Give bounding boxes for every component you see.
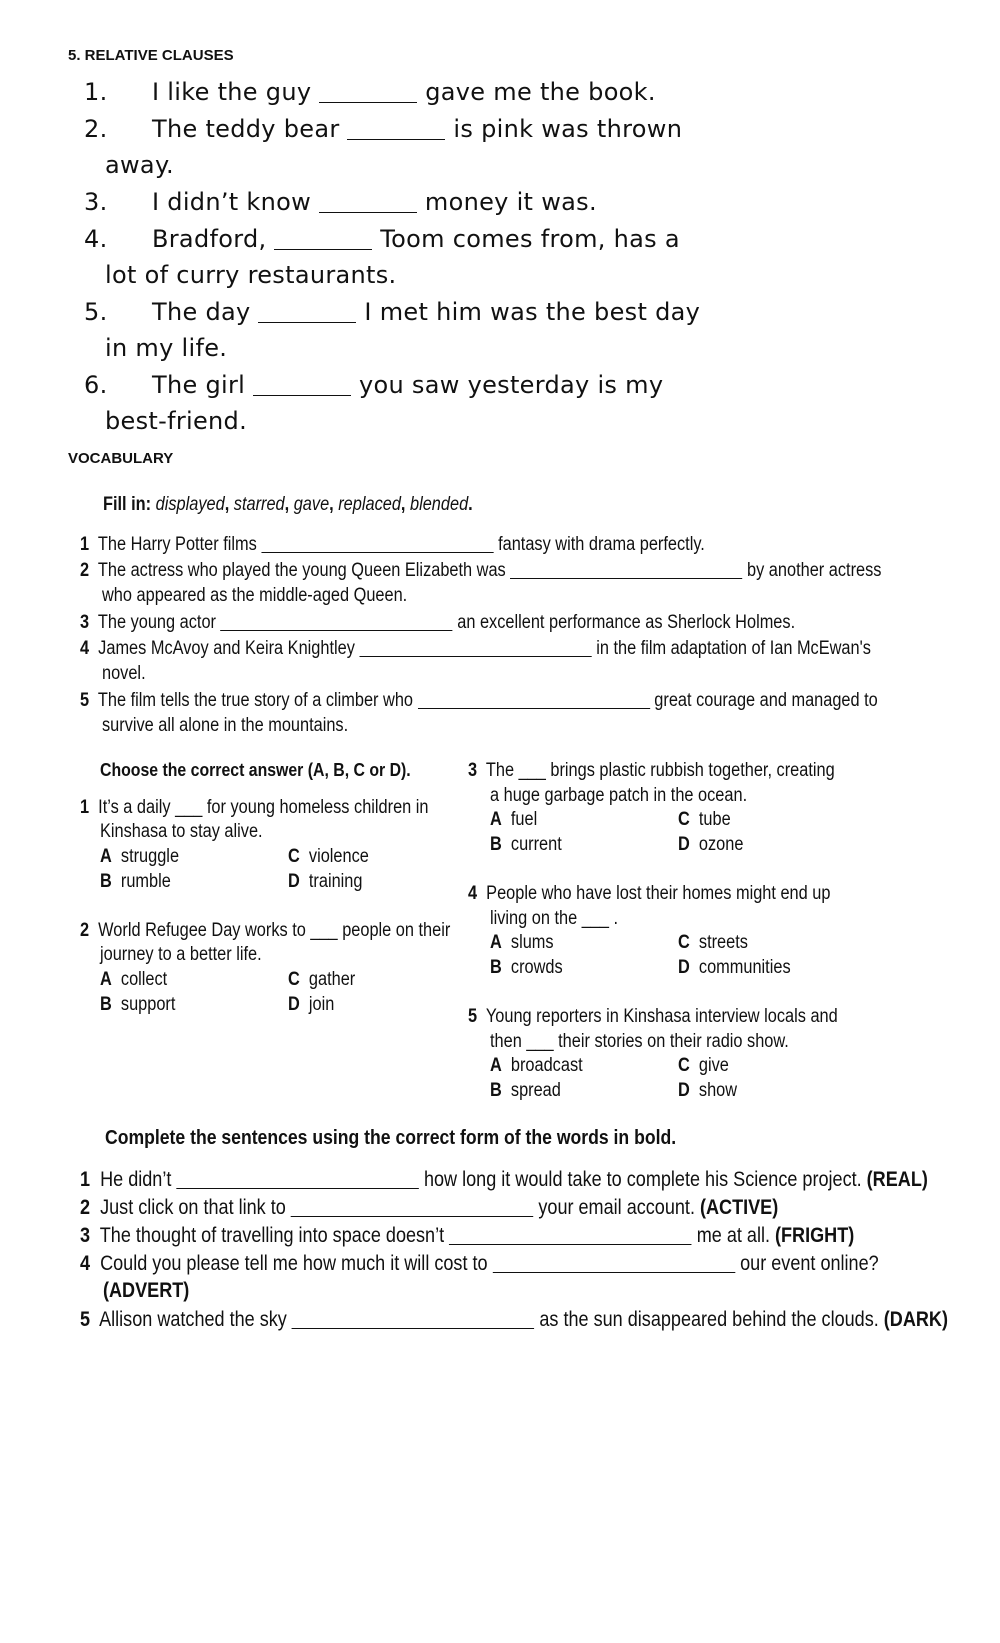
rc-item-4 <box>84 225 108 253</box>
vocab-text-before: The Harry Potter films <box>97 534 257 555</box>
question-num: 3 <box>468 760 478 781</box>
word-end: . <box>468 494 473 515</box>
complete-item-2 <box>80 1195 778 1220</box>
answer-blank[interactable] <box>319 188 417 213</box>
vocab-text-after: by another actress <box>747 560 882 581</box>
answer-blank[interactable] <box>493 1251 736 1273</box>
fill-in-label: Fill in: <box>103 494 152 515</box>
option-letter: D <box>678 1080 690 1101</box>
rc-text-after: I met him was the best day <box>364 298 701 326</box>
rc-item-4-text <box>152 225 680 253</box>
question-line: It’s a daily ___ for young homeless children in <box>98 797 429 818</box>
word-bank-word: starred <box>233 494 285 515</box>
option-text: current <box>510 834 562 855</box>
rc-item-2-text <box>152 115 682 143</box>
rc-item-3 <box>84 188 108 216</box>
vocab-text-after: great courage and managed to <box>654 690 878 711</box>
option-letter: C <box>678 809 690 830</box>
option-letter: C <box>288 969 300 990</box>
answer-blank[interactable] <box>449 1223 692 1245</box>
option-letter: C <box>288 846 300 867</box>
option-a[interactable] <box>100 969 167 991</box>
complete-text-after: as the sun disappeared behind the clouds. <box>539 1308 879 1331</box>
rc-item-2-cont: away. <box>105 151 174 179</box>
complete-item-5 <box>80 1307 948 1332</box>
choose-question-1 <box>80 797 429 819</box>
option-letter: A <box>490 932 502 953</box>
option-c[interactable] <box>678 809 731 831</box>
option-c[interactable] <box>288 846 369 868</box>
option-b[interactable] <box>100 994 175 1016</box>
complete-item-3 <box>80 1223 854 1248</box>
rc-item-6 <box>84 371 108 399</box>
choose-question-4 <box>468 883 830 905</box>
rc-text-before: Bradford, <box>152 225 267 253</box>
rc-item-6-cont: best-friend. <box>105 407 247 435</box>
complete-item-4-cont <box>103 1279 189 1303</box>
complete-text-after: how long it would take to complete his Science project. <box>423 1168 862 1191</box>
vocab-text-before: The actress who played the young Queen Elizabeth was <box>97 560 506 581</box>
rc-text-before: The day <box>152 298 251 326</box>
complete-item-1 <box>80 1167 928 1192</box>
vocab-item-num: 4 <box>80 638 90 659</box>
word-bank-word: blended <box>410 494 469 515</box>
rc-text-after: Toom comes from, has a <box>380 225 680 253</box>
option-text: streets <box>698 932 748 953</box>
option-text: gather <box>308 969 356 990</box>
option-a[interactable] <box>100 846 179 868</box>
option-text: training <box>308 871 363 892</box>
rc-text-after: you saw yesterday is my <box>358 371 664 399</box>
question-line: Young reporters in Kinshasa interview locals and <box>485 1006 838 1027</box>
vocab-item-5-cont: survive all alone in the mountains. <box>102 715 349 736</box>
option-text: fuel <box>510 809 538 830</box>
option-d[interactable] <box>678 834 743 856</box>
rc-text-after: money it was. <box>424 188 597 216</box>
option-b[interactable] <box>490 1080 561 1102</box>
question-line: living on the ___ . <box>490 908 619 929</box>
option-text: support <box>120 994 176 1015</box>
vocab-item-2 <box>80 559 881 582</box>
answer-blank[interactable] <box>347 115 445 140</box>
word-sep: , <box>224 494 234 515</box>
option-letter: D <box>678 957 690 978</box>
option-letter: D <box>288 871 300 892</box>
option-letter: A <box>490 1055 502 1076</box>
answer-blank[interactable] <box>291 1195 534 1217</box>
option-text: crowds <box>510 957 563 978</box>
vocab-text-after: an excellent performance as Sherlock Holmes. <box>457 612 796 633</box>
rc-text-after: is pink was thrown <box>453 115 683 143</box>
vocab-item-5 <box>80 689 878 712</box>
option-letter: B <box>490 957 502 978</box>
word-sep: , <box>284 494 294 515</box>
option-letter: A <box>490 809 502 830</box>
rc-item-5-text <box>152 298 700 326</box>
option-letter: C <box>678 932 690 953</box>
answer-blank[interactable] <box>292 1307 535 1329</box>
answer-blank[interactable] <box>418 689 650 709</box>
answer-blank[interactable] <box>359 637 591 657</box>
option-letter: A <box>100 969 112 990</box>
word-bank-word: replaced <box>338 494 401 515</box>
option-text: join <box>308 994 335 1015</box>
complete-item-num: 3 <box>80 1224 91 1247</box>
word-sep: , <box>329 494 339 515</box>
option-c[interactable] <box>678 932 748 954</box>
option-letter: B <box>100 994 112 1015</box>
rc-text-before: I didn’t know <box>152 188 312 216</box>
complete-text-after: our event online? <box>740 1252 879 1275</box>
answer-blank[interactable] <box>274 225 372 250</box>
complete-item-4 <box>80 1251 879 1276</box>
complete-item-num: 5 <box>80 1308 91 1331</box>
option-text: tube <box>698 809 731 830</box>
option-d[interactable] <box>288 871 362 893</box>
option-d[interactable] <box>288 994 334 1016</box>
bold-word: (ADVERT) <box>103 1279 190 1302</box>
answer-blank[interactable] <box>319 78 417 103</box>
option-text: struggle <box>120 846 180 867</box>
rc-item-3-text <box>152 188 597 216</box>
vocab-item-num: 5 <box>80 690 90 711</box>
word-bank-word: gave <box>293 494 330 515</box>
option-letter: C <box>678 1055 690 1076</box>
option-a[interactable] <box>490 809 537 831</box>
question-num: 4 <box>468 883 478 904</box>
option-letter: B <box>100 871 112 892</box>
complete-item-num: 1 <box>80 1168 91 1191</box>
answer-blank[interactable] <box>258 298 356 323</box>
rc-item-4-cont: lot of curry restaurants. <box>105 261 397 289</box>
option-d[interactable] <box>678 1080 737 1102</box>
question-line: The ___ brings plastic rubbish together, creating <box>485 760 835 781</box>
rc-item-num: 3. <box>84 188 108 216</box>
vocab-text-before: The film tells the true story of a climber who <box>97 690 414 711</box>
complete-text-after: your email account. <box>538 1196 695 1219</box>
rc-item-5 <box>84 298 108 326</box>
option-text: show <box>698 1080 738 1101</box>
option-text: broadcast <box>510 1055 583 1076</box>
option-b[interactable] <box>490 834 562 856</box>
word-bank-word: displayed <box>155 494 225 515</box>
complete-text-before: Allison watched the sky <box>99 1308 287 1331</box>
option-letter: A <box>100 846 112 867</box>
rc-item-2 <box>84 115 108 143</box>
choose-heading: Choose the correct answer (A, B, C or D). <box>100 760 411 780</box>
question-line: then ___ their stories on their radio show. <box>490 1031 789 1052</box>
section-title-relative-clauses: 5. RELATIVE CLAUSES <box>68 47 234 64</box>
complete-text-before: He didn’t <box>100 1168 172 1191</box>
rc-item-num: 2. <box>84 115 108 143</box>
option-c[interactable] <box>678 1055 729 1077</box>
vocab-text-before: The young actor <box>97 612 216 633</box>
vocab-text-after: in the film adaptation of Ian McEwan's <box>596 638 871 659</box>
rc-text-before: I like the guy <box>152 78 312 106</box>
question-line: Kinshasa to stay alive. <box>100 821 263 842</box>
option-d[interactable] <box>678 957 791 979</box>
option-text: rumble <box>120 871 171 892</box>
vocab-item-4-cont: novel. <box>102 663 146 684</box>
vocab-item-4 <box>80 637 871 660</box>
section-title-vocabulary: VOCABULARY <box>68 450 174 467</box>
option-text: violence <box>308 846 369 867</box>
complete-text-before: The thought of travelling into space doesn’t <box>99 1224 445 1247</box>
rc-text-before: The teddy bear <box>152 115 340 143</box>
answer-blank[interactable] <box>253 371 351 396</box>
option-c[interactable] <box>288 969 355 991</box>
bold-word: (FRIGHT) <box>775 1224 855 1247</box>
rc-item-5-cont: in my life. <box>105 334 228 362</box>
vocab-item-3 <box>80 611 795 634</box>
rc-item-num: 1. <box>84 78 108 106</box>
rc-text-after: gave me the book. <box>425 78 656 106</box>
option-b[interactable] <box>490 957 563 979</box>
option-letter: D <box>678 834 690 855</box>
choose-question-5 <box>468 1006 838 1028</box>
option-letter: B <box>490 1080 502 1101</box>
complete-item-num: 4 <box>80 1252 91 1275</box>
rc-item-num: 4. <box>84 225 108 253</box>
option-a[interactable] <box>490 1055 583 1077</box>
question-num: 2 <box>80 920 90 941</box>
question-num: 1 <box>80 797 90 818</box>
bold-word: (ACTIVE) <box>699 1196 779 1219</box>
rc-item-1-text <box>152 78 656 106</box>
choose-question-2 <box>80 920 450 942</box>
complete-heading: Complete the sentences using the correct form of the words in bold. <box>105 1127 677 1149</box>
bold-word: (DARK) <box>883 1308 948 1331</box>
question-line: People who have lost their homes might end up <box>486 883 831 904</box>
rc-item-6-text <box>152 371 663 399</box>
question-line: a huge garbage patch in the ocean. <box>490 785 748 806</box>
fill-in-word-bank <box>103 494 473 516</box>
option-letter: D <box>288 994 300 1015</box>
option-text: spread <box>510 1080 561 1101</box>
answer-blank[interactable] <box>510 559 742 579</box>
answer-blank[interactable] <box>176 1167 419 1189</box>
vocab-item-num: 3 <box>80 612 90 633</box>
bold-word: (REAL) <box>866 1168 928 1191</box>
question-line: World Refugee Day works to ___ people on their <box>98 920 451 941</box>
complete-text-before: Just click on that link to <box>100 1196 286 1219</box>
option-letter: B <box>490 834 502 855</box>
answer-blank[interactable] <box>261 533 493 553</box>
rc-text-before: The girl <box>152 371 246 399</box>
rc-item-num: 6. <box>84 371 108 399</box>
complete-text-before: Could you please tell me how much it will cost to <box>100 1252 488 1275</box>
rc-item-num: 5. <box>84 298 108 326</box>
option-text: slums <box>510 932 554 953</box>
vocab-item-num: 2 <box>80 560 90 581</box>
option-text: communities <box>698 957 791 978</box>
answer-blank[interactable] <box>221 611 453 631</box>
complete-text-after: me at all. <box>696 1224 770 1247</box>
vocab-text-before: James McAvoy and Keira Knightley <box>98 638 355 659</box>
option-text: ozone <box>698 834 744 855</box>
word-sep: , <box>400 494 411 515</box>
question-num: 5 <box>468 1006 478 1027</box>
vocab-item-2-cont: who appeared as the middle-aged Queen. <box>102 585 408 606</box>
vocab-item-num: 1 <box>80 534 90 555</box>
option-b[interactable] <box>100 871 171 893</box>
option-a[interactable] <box>490 932 554 954</box>
complete-item-num: 2 <box>80 1196 91 1219</box>
option-text: collect <box>120 969 168 990</box>
rc-item-1 <box>84 78 108 106</box>
vocab-text-after: fantasy with drama perfectly. <box>498 534 705 555</box>
question-line: journey to a better life. <box>100 944 262 965</box>
vocab-item-1 <box>80 533 705 556</box>
choose-question-3 <box>468 760 835 782</box>
option-text: give <box>698 1055 729 1076</box>
